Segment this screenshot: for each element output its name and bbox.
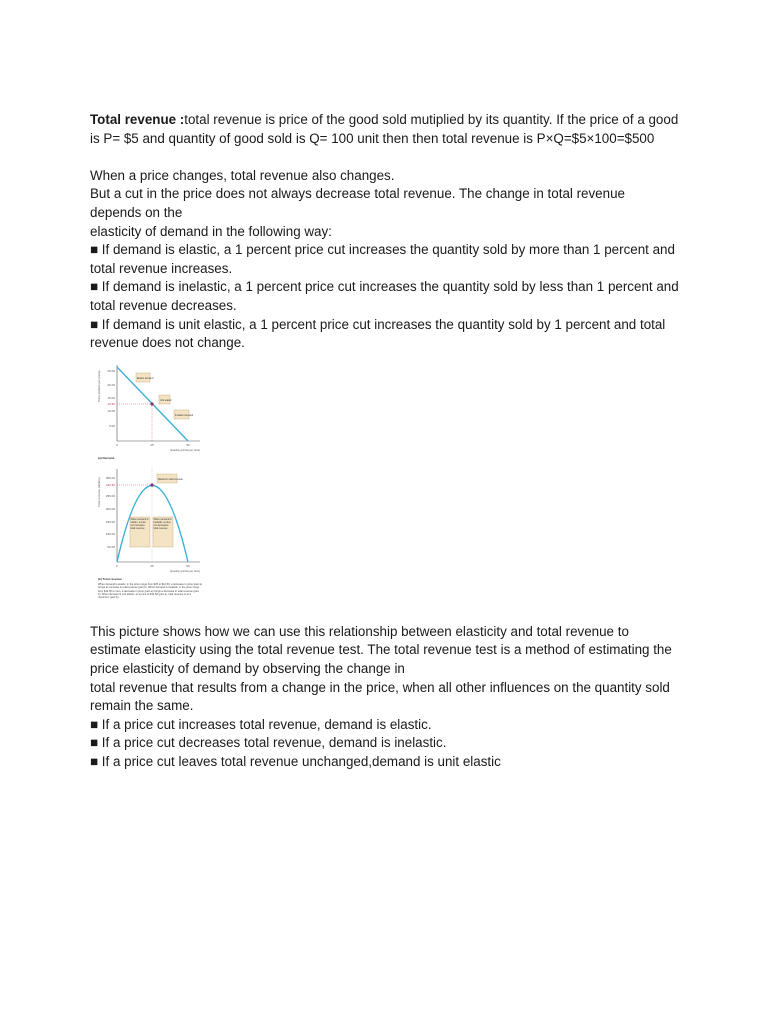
top-ytick: 12.50 [107, 401, 115, 406]
top-xlabel: Quantity (pizzas per hour) [170, 448, 200, 452]
top-ytick: 25.00 [107, 368, 115, 373]
elastic-tr-label: When demand is elastic, a price cut increases total revenue [130, 517, 149, 530]
para2-line1: This picture shows how we can use this relationship between elasticity and total revenue to estimate elasticity using the total revenue test. The total revenue test is a method of estimating the price elasticity of demand by observing the change in [90, 623, 672, 676]
figure-svg [90, 357, 230, 619]
bottom-ytick: 150.00 [105, 519, 115, 524]
figure-note-wrap [98, 583, 202, 617]
bottom-xtick: 25 [150, 563, 154, 568]
bottom-ytick: 350.00 [105, 475, 115, 480]
bottom-ylabel: Total revenue (dollars) [97, 477, 101, 507]
test-bullet-unit-elastic: ■ If a price cut leaves total revenue unchanged,demand is unit elastic [90, 753, 501, 769]
top-xtick: 0 [116, 442, 118, 447]
para1-line1: When a price changes, total revenue also changes. [90, 167, 395, 183]
intro-paragraph [90, 111, 680, 148]
bottom-ytick: 250.00 [105, 493, 115, 498]
test-bullet-inelastic: ■ If a price cut decreases total revenue, demand is inelastic. [90, 735, 447, 751]
unit-label: Unit elastic [160, 398, 172, 402]
top-ytick: 20.00 [107, 382, 115, 387]
bottom-ytick: 200.00 [105, 506, 115, 511]
figure-note: When demand is elastic, in the price range from $25 to $12.50, a decrease in price (part a) brings an increase in total revenue (part b). When demand is inelastic, in the price range from $12.50 to zero, a decrease in price (part a) brings a decrease in total revenue (part b). When demand is unit elastic, at a price of $12.50 (part a), total revenue is at a maximum (part b). [98, 582, 202, 599]
intro-definition: total revenue is price of the good sold mutiplied by its quantity. If the price of a good is P= $5 and quantity of good sold is Q= 100 unit then then total revenue is P×Q=$5×100=$500 [90, 112, 679, 146]
top-ytick: 5.00 [109, 423, 115, 428]
bottom-ytick: 50.00 [107, 544, 115, 549]
bullet-elastic: ■ If demand is elastic, a 1 percent price cut increases the quantity sold by more than 1 percent and total revenue increases. [90, 242, 675, 276]
bottom-xtick: 0 [116, 563, 118, 568]
top-xtick: 50 [186, 442, 190, 447]
elastic-tr-label-wrap [130, 517, 150, 547]
unit-elastic-point [150, 402, 153, 405]
bottom-caption: (b) Total revenue [98, 576, 122, 581]
top-xtick: 25 [150, 442, 154, 447]
para1-line3: elasticity of demand in the following way: [90, 223, 332, 239]
term-total-revenue: Total revenue : [90, 112, 185, 127]
top-ytick: 10.00 [107, 408, 115, 413]
top-ylabel: Price (dollars per pizza) [97, 370, 101, 402]
para1-line2: But a cut in the price does not always decrease total revenue. The change in total revenue depends on the [90, 186, 625, 220]
elasticity-figure [90, 357, 230, 619]
para2-line2: total revenue that results from a change in the price, when all other influences on the quantity sold remain the same. [90, 679, 670, 714]
elastic-label: Elastic demand [137, 376, 154, 380]
document-page [90, 111, 680, 771]
bottom-ytick: 100.00 [105, 531, 115, 536]
bullet-unit-elastic: ■ If demand is unit elastic, a 1 percent price cut increases the quantity sold by 1 percent and total revenue does not change. [90, 316, 666, 351]
bottom-xlabel: Quantity (pizzas per hour) [170, 569, 200, 573]
inelastic-label: Inelastic demand [175, 413, 194, 417]
bullet-inelastic: ■ If demand is inelastic, a 1 percent price cut increases the quantity sold by less than 1 percent and total revenue decreases. [90, 279, 679, 313]
bottom-ytick: 312.50 [105, 482, 115, 487]
inelastic-tr-label-wrap [153, 517, 173, 547]
inelastic-tr-label: When demand is inelastic, a price cut decreases total revenue [153, 517, 172, 530]
bottom-xtick: 50 [186, 563, 190, 568]
max-revenue-point [150, 483, 153, 486]
top-caption: (a) Demand [98, 455, 115, 460]
max-label: Maximum total revenue [158, 477, 183, 481]
test-bullet-elastic: ■ If a price cut increases total revenue, demand is elastic. [90, 716, 432, 732]
top-ytick: 15.00 [107, 395, 115, 400]
